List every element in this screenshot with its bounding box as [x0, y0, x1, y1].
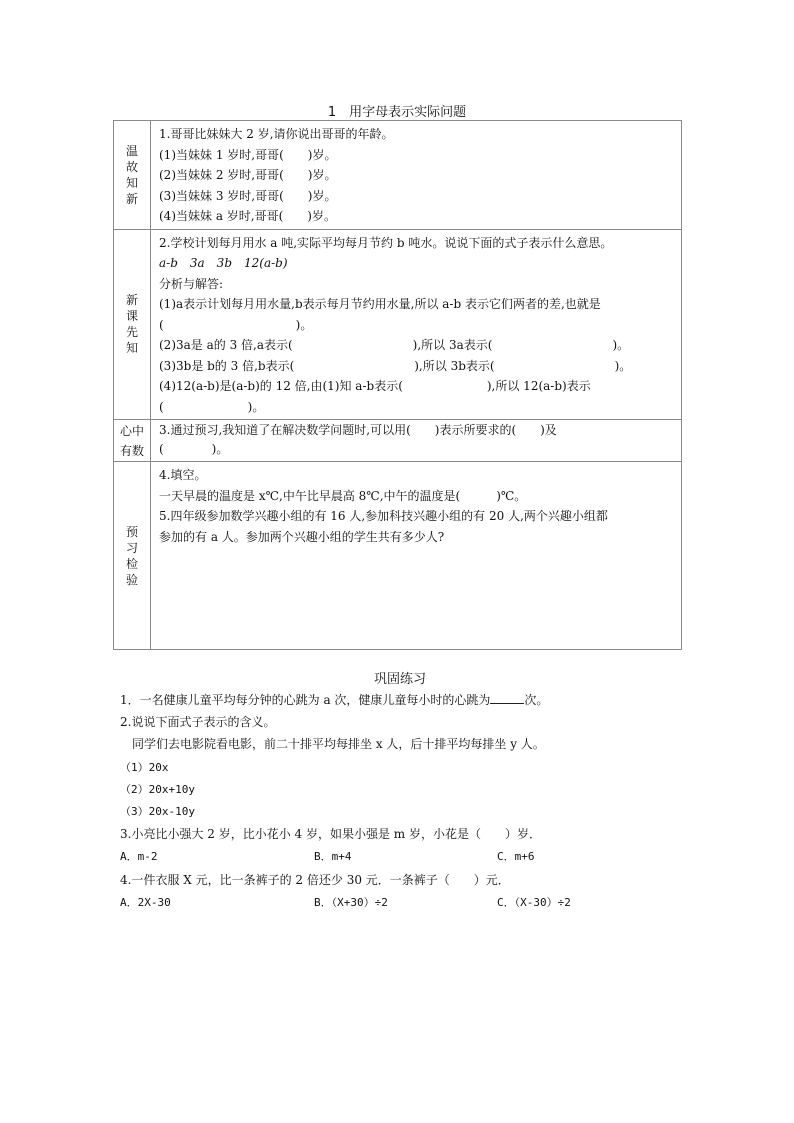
- section-summary-content: [151, 420, 682, 462]
- section-label-text: 新课先知: [125, 293, 138, 356]
- section-label-summary: [114, 420, 151, 462]
- section-label-check: [114, 462, 151, 650]
- answer-blank[interactable]: [490, 691, 524, 704]
- question-line: 分析与解答:: [159, 276, 224, 291]
- section-check-content: [151, 462, 682, 650]
- q4-option-c[interactable]: C．（X-30）÷2: [497, 896, 571, 909]
- q3-option-b[interactable]: B．m+4: [314, 850, 352, 863]
- practice-q4: 4.一件衣服 X 元，比一条裤子的 2 倍还少 30 元．一条裤子（ ）元．: [120, 873, 510, 887]
- question-line: (3)当妹妹 3 岁时,哥哥( )岁。: [159, 188, 337, 203]
- table-row: [114, 420, 682, 462]
- question-line: ( )。: [159, 442, 229, 456]
- question-line: ( )。: [159, 317, 313, 332]
- q4-option-a[interactable]: A．2X-30: [120, 896, 171, 909]
- table-row: [114, 229, 682, 420]
- worksheet-table: [113, 120, 682, 650]
- q1-tail: 次。: [524, 693, 549, 707]
- question-line: 3.通过预习,我知道了在解决数学问题时,可以用( )表示所要求的( )及: [159, 423, 557, 437]
- question-line: (2)当妹妹 2 岁时,哥哥( )岁。: [159, 168, 337, 182]
- question-line: 2.学校计划每月用水 a 吨,实际平均每月节约 b 吨水。说说下面的式子表示什么意思。: [159, 235, 613, 250]
- question-line: (2)3a是 a的 3 倍,a表示( ),所以 3a表示( )。: [159, 338, 630, 352]
- question-line: ( )。: [159, 399, 265, 414]
- section-label-text: 心中有数: [119, 423, 144, 458]
- section-new-lesson-content: [151, 229, 682, 420]
- practice-q2: 2.说说下面式子表示的含义。: [120, 715, 276, 729]
- practice-q2-item: （2）20x+10y: [120, 783, 195, 796]
- page-title: 1 用字母表示实际问题: [327, 105, 467, 120]
- question-line: 5.四年级参加数学兴趣小组的有 16 人,参加科技兴趣小组的有 20 人,两个兴趣小组都: [159, 509, 608, 523]
- practice-q2-context: 同学们去电影院看电影，前二十排平均每排坐 x 人，后十排平均每排坐 y 人。: [132, 737, 545, 751]
- practice-q3: 3.小亮比小强大 2 岁，比小花小 4 岁，如果小强是 m 岁，小花是（ ）岁．: [120, 827, 541, 841]
- question-line: 一天早晨的温度是 x℃,中午比早晨高 8℃,中午的温度是( )℃。: [159, 488, 527, 503]
- practice-q2-item: （3）20x-10y: [120, 805, 195, 818]
- question-line: (4)12(a-b)是(a-b)的 12 倍,由(1)知 a-b表示( ),所以 12(a-b)表示: [159, 379, 591, 393]
- q3-option-a[interactable]: A．m-2: [120, 850, 158, 863]
- section-label-text: 温故知新: [125, 143, 138, 206]
- expression-line: a-b 3a 3b 12(a-b): [159, 256, 288, 270]
- section-review-content: [151, 121, 682, 230]
- section-label-new-lesson: [114, 229, 151, 420]
- question-line: (4)当妹妹 a 岁时,哥哥( )岁。: [159, 209, 336, 223]
- question-line: (1)a表示计划每月用水量,b表示每月节约用水量,所以 a-b 表示它们两者的差,也就是: [159, 297, 601, 311]
- section-label-text: 预习检验: [125, 524, 138, 587]
- question-line: 4.填空。: [159, 468, 207, 482]
- q4-option-b[interactable]: B．（X+30）÷2: [314, 896, 388, 909]
- q1-text: 1．一名健康儿童平均每分钟的心跳为 a 次，健康儿童每小时的心跳为: [120, 693, 491, 707]
- question-line: 参加的有 a 人。参加两个兴趣小组的学生共有多少人?: [159, 529, 445, 544]
- practice-q2-item: （1）20x: [120, 761, 169, 774]
- practice-heading: 巩固练习: [373, 672, 426, 687]
- section-label-review: [114, 121, 151, 230]
- q3-option-c[interactable]: C．m+6: [497, 850, 535, 863]
- question-line: (3)3b是 b的 3 倍,b表示( ),所以 3b表示( )。: [159, 358, 632, 373]
- question-line: 1.哥哥比妹妹大 2 岁,请你说出哥哥的年龄。: [159, 127, 394, 141]
- question-line: (1)当妹妹 1 岁时,哥哥( )岁。: [159, 147, 337, 162]
- table-row: [114, 121, 682, 230]
- practice-q1: [120, 691, 548, 708]
- table-row: [114, 462, 682, 650]
